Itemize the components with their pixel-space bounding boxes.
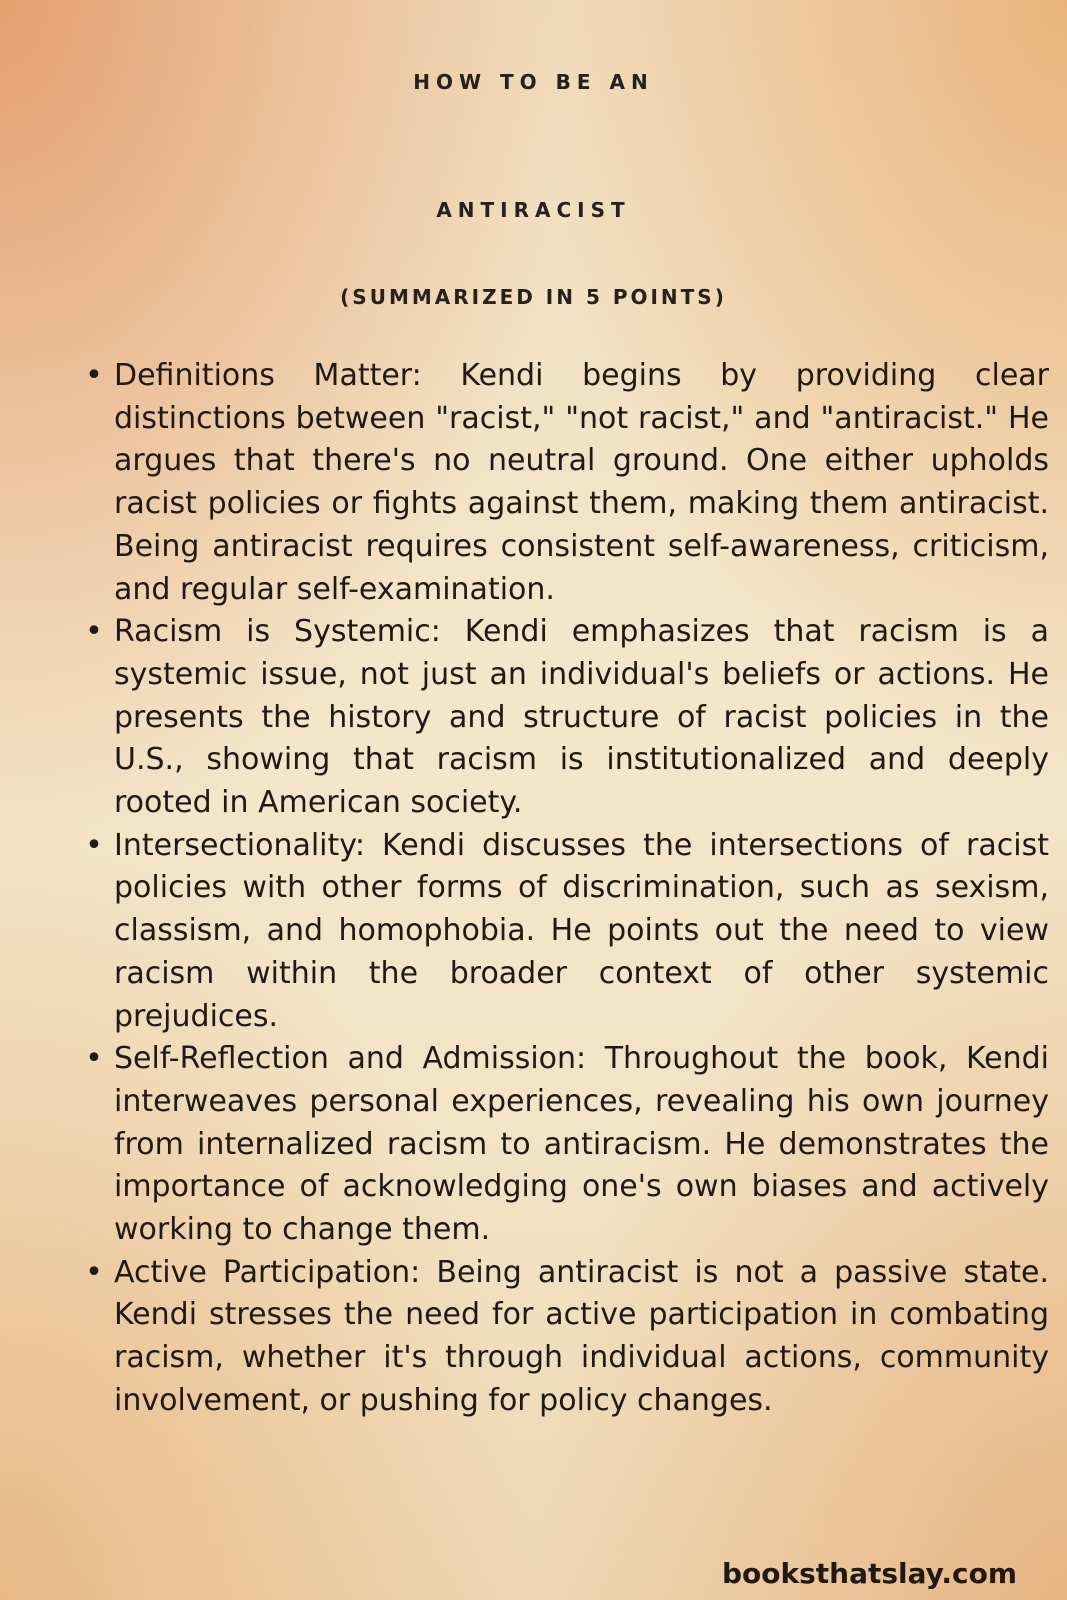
subtitle: (SUMMARIZED IN 5 POINTS) [340, 285, 727, 309]
bullet-icon: • [85, 827, 103, 863]
bullet-icon: • [85, 1254, 103, 1290]
summary-point-text: Self-Reflection and Admission: Throughout the book, Kendi interweaves personal experiences, revealing his own journey from internalized racism to antiracism. He demonstrates the importance of acknowledging one's own biases and actively working to change them. [114, 1041, 1049, 1248]
bullet-icon: • [85, 358, 103, 393]
summary-point-5 [85, 1252, 1049, 1423]
website-credit: booksthatslay.com [721, 1557, 1017, 1590]
summary-point-2 [85, 611, 1049, 825]
title-line-2: ANTIRACIST [436, 198, 631, 222]
bullet-icon: • [85, 614, 103, 650]
summary-point-text: Active Participation: Being antiracist is not a passive state. Kendi stresses the need for active participation in combating racism, whether it's through individual actions, community involvement, or pushing for policy changes. [114, 1254, 1049, 1418]
summary-point-4 [85, 1038, 1049, 1252]
summary-point-text: Racism is Systemic: Kendi emphasizes that racism is a systemic issue, not just an individual's beliefs or actions. He presents the history and structure of racist policies in the U.S., showing that racism is institutionalized and deeply rooted in American society. [114, 614, 1049, 821]
summary-point-text: Definitions Matter: Kendi begins by providing clear distinctions between "racist," "not racist," and "antiracist." He argues that there's no neutral ground. One either upholds racist policies or fights against them, making them antiracist. Being antiracist requires consistent self-awareness, criticism, and regular self-examination. [114, 358, 1049, 607]
summary-point-3 [85, 825, 1049, 1039]
bullet-icon: • [85, 1041, 103, 1077]
summary-point-text: Intersectionality: Kendi discusses the intersections of racist policies with other forms of discrimination, such as sexism, classism, and homophobia. He points out the need to view racism within the broader context of other systemic prejudices. [114, 827, 1049, 1034]
summary-point-1 [85, 355, 1049, 611]
summary-points-list [82, 355, 1049, 1423]
title-line-1: HOW TO BE AN [413, 70, 654, 94]
